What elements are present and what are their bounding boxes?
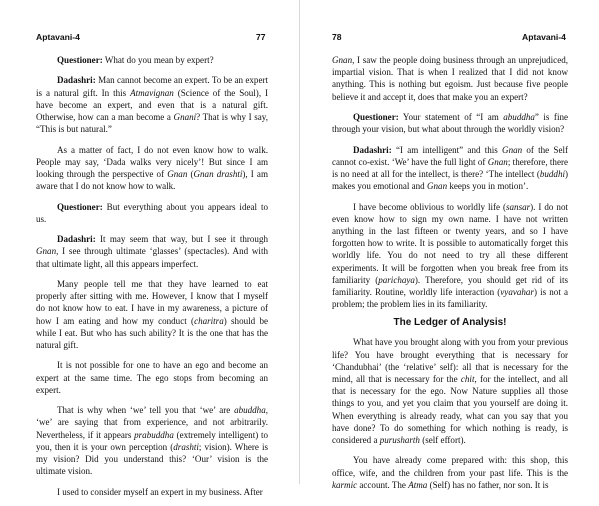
italic-term: purusharth [379, 435, 420, 446]
page-number: 78 [332, 32, 342, 42]
italic-term: buddhi [539, 169, 565, 179]
paragraph: I used to consider myself an expert in my business. After [57, 486, 263, 497]
right-page [300, 0, 599, 490]
running-header-title: Aptavani-4 [522, 32, 566, 42]
paragraph: Gnan, I saw the people doing business through an unprejudiced, impartial vision. That is when I realized that I did not know anything. This is nothing but egoism. Just because five people believe it and accept it, does that make you an expert? [332, 55, 568, 102]
italic-term: Gnan [36, 246, 57, 257]
paragraph: Dadashri: “I am intelligent” and this Gnan of the Self cannot co-exist. ‘We’ have the full light of Gnan; therefore, there is no need at all for the intellect, is there? ‘The intellect (buddhi) makes you emotional and Gnan keeps you in motion’. [332, 144, 569, 192]
italic-term: Gnan drashti [193, 169, 243, 179]
paragraph: You have already come prepared with: this shop, this office, wife, and the children from your past life. This is the karmic account. The Atma (Self) has no father, nor son. It is [332, 455, 568, 490]
italic-term: charitra [194, 315, 224, 326]
speaker-label: Questioner: [353, 112, 399, 122]
paragraph: I have become oblivious to worldly life (sansar). I do not even know how to sign my own name. I have not written anything in the last fifteen or twenty years, and so I have forgotten how to write. It is possible to automatically forget this worldly life. You do not need to try all these different experiments. It will be forgotten when you break free from its familiarity (parichaya). Therefore, you should get rid of its familiarity. Routine, worldly life interaction (vyavahar) is not a problem; the problem lies in its familiarity. [332, 201, 569, 310]
right-page-body [332, 54, 568, 499]
paragraph: It is not possible for one to have an ego and become an expert at the same time. The ego stops from becoming an expert. [36, 360, 268, 395]
italic-term: Gnan [502, 144, 523, 155]
paragraph: Questioner: What do you mean by expert? [57, 55, 214, 65]
italic-term: drashti [173, 441, 199, 452]
running-header-title: Aptavani-4 [36, 32, 80, 42]
italic-term: Gnan [332, 55, 353, 65]
paragraph: What have you brought along with you from your previous life? You have brought everything that is necessary for ‘Chandubhai’ (the ‘relative’ self): all that is necessary for the mind, all that is necessary for the chit, for the intellect, and all that is necessary for the ego. Now Nature supplies all those things to you, and yet you claim that you yourself are doing it. When everything is already ready, what can you say that you have done? To do something for which nothing is ready, is considered a purusharth (self effort). [332, 337, 568, 446]
italic-term: Gnan [167, 169, 188, 179]
paragraph: Questioner: But everything about you appears ideal to us. [36, 201, 268, 224]
italic-term: sansar [506, 201, 531, 212]
speaker-label: Dadashri: [353, 144, 392, 155]
italic-term: parichaya [378, 274, 415, 285]
page-number: 77 [256, 32, 266, 42]
italic-term: chit [460, 374, 475, 385]
section-heading: The Ledger of Analysis! [393, 317, 507, 329]
italic-term: prabuddha [134, 429, 174, 440]
italic-term: vyavahar [500, 287, 534, 298]
speaker-label: Dadashri: [57, 75, 96, 86]
speaker-label: Questioner: [57, 201, 103, 212]
paragraph: Many people tell me that they have learned to eat properly after sitting with me. However, I know that I myself do not know how to eat. I have in my awareness, a picture of how I am eating and how my conduct (charitra) should be while I eat. But who has such ability? It is the one that has the natural gift. [36, 278, 269, 350]
italic-term: Gnan [487, 156, 508, 167]
italic-term: Atma [408, 479, 428, 490]
left-page [0, 0, 299, 497]
left-page-body [36, 54, 268, 506]
paragraph: Dadashri: It may seem that way, but I see it through Gnan, I see through ultimate ‘glasses’ (spectacles). And with that ultimate light, all this appears imperfect. [36, 234, 268, 269]
paragraph: As a matter of fact, I do not even know how to walk. People may say, ‘Dada walks very nicely’! But since I am looking through the perspective of Gnan (Gnan drashti), I am aware that I do not know how to walk. [36, 144, 268, 192]
paragraph: Questioner: Your statement of “I am abuddha” is fine through your vision, but what about through the worldly vision? [332, 112, 568, 135]
italic-term: Atmavignan [130, 87, 174, 98]
italic-term: Gnani [173, 112, 197, 122]
italic-term: Gnan [426, 181, 448, 192]
paragraph: That is why when ‘we’ tell you that ‘we’ are abuddha, ‘we’ are saying that from experience, and not arbitrarily. Nevertheless, if it appears prabuddha (extremely intelligent) to you, then it is your own perception (drashti; vision). Where is my vision? Did you understand this? ‘Our’ vision is the ultimate vision. [36, 405, 268, 477]
speaker-label: Dadashri: [57, 234, 96, 245]
italic-term: abuddha [503, 112, 535, 122]
paragraph: Dadashri: Man cannot become an expert. To be an expert is a natural gift. In this Atmavignan (Science of the Soul), I have become an expert, and even that is a natural gift. Otherwise, how can a man become a Gnani? That is why I say, “This is but natural.” [36, 75, 269, 135]
speaker-label: Questioner: [57, 55, 103, 65]
italic-term: karmic [332, 479, 358, 490]
italic-term: abuddha [234, 405, 266, 416]
